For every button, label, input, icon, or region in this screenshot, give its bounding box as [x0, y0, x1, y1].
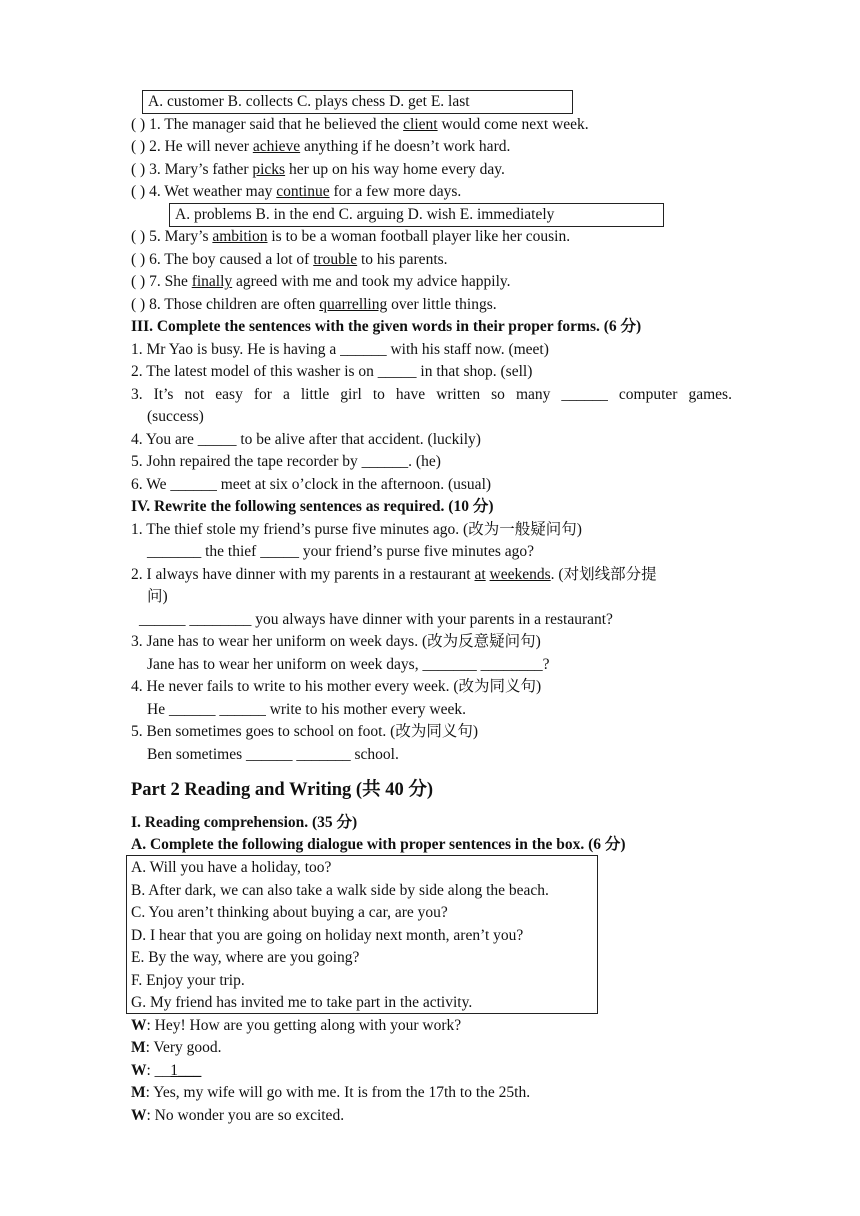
option-f: F. Enjoy your trip. [131, 972, 245, 989]
dialogue-line-5: W: No wonder you are so excited. [131, 1107, 345, 1124]
underlined-word: picks [252, 161, 286, 178]
dialogue-line-4: M: Yes, my wife will go with me. It is from the 17th to the 25th. [131, 1084, 531, 1101]
sec3-item-5: 5. John repaired the tape recorder by ______. (he) [131, 453, 441, 470]
sec4-item-1: 1. The thief stole my friend’s purse five minutes ago. (改为一般疑问句) [131, 521, 582, 538]
part-2-title: Part 2 Reading and Writing (共 40 分) [131, 780, 434, 800]
option-e: E. By the way, where are you going? [131, 949, 360, 966]
word-box-2-text: A. problems B. in the end C. arguing D. wish E. immediately [175, 206, 555, 223]
sec4-item-3: 3. Jane has to wear her uniform on week days. (改为反意疑问句) [131, 633, 541, 650]
word-box-1 [142, 90, 573, 114]
sec3-item-1: 1. Mr Yao is busy. He is having a ______ with his staff now. (meet) [131, 341, 549, 358]
word-box-1-text: A. customer B. collects C. plays chess D. get E. last [148, 93, 470, 110]
speaker: M [131, 1039, 146, 1056]
sec4-item-1-answer: _______ the thief _____ your friend’s purse five minutes ago? [147, 543, 534, 560]
underlined-word: at [474, 566, 486, 583]
option-g: G. My friend has invited me to take part in the activity. [131, 994, 473, 1011]
sec4-item-3-answer: Jane has to wear her uniform on week days, _______ ________? [147, 656, 550, 673]
option-d: D. I hear that you are going on holiday next month, aren’t you? [131, 927, 524, 944]
speaker: W [131, 1107, 147, 1124]
dialogue-line-1: W: Hey! How are you getting along with your work? [131, 1017, 462, 1034]
sec3-item-3-cont: (success) [147, 408, 204, 425]
question-6: ( ) 6. The boy caused a lot of trouble to his parents. [131, 251, 448, 268]
underlined-word: achieve [252, 138, 301, 155]
dialogue-line-3: W: __1___ [131, 1062, 202, 1079]
option-a: A. Will you have a holiday, too? [131, 859, 332, 876]
underlined-word: finally [191, 273, 233, 290]
underlined-word: ambition [212, 228, 268, 245]
underlined-word: trouble [313, 251, 358, 268]
sec4-item-2-cont: 问) [147, 588, 168, 605]
option-c: C. You aren’t thinking about buying a car, are you? [131, 904, 448, 921]
answer-blank: 1 [170, 1062, 178, 1079]
word-box-2 [169, 203, 664, 227]
reading-title: I. Reading comprehension. (35 分) [131, 814, 358, 831]
underlined-word: client [403, 116, 438, 133]
section-4-title: IV. Rewrite the following sentences as required. (10 分) [131, 498, 494, 515]
speaker: W [131, 1062, 147, 1079]
speaker: W [131, 1017, 147, 1034]
sec4-item-2: 2. I always have dinner with my parents in a restaurant at weekends. (对划线部分提 [131, 566, 657, 583]
sec4-item-5-answer: Ben sometimes ______ _______ school. [147, 746, 399, 763]
dialogue-line-2: M: Very good. [131, 1039, 222, 1056]
sec3-item-6: 6. We ______ meet at six o’clock in the afternoon. (usual) [131, 476, 492, 493]
sec4-item-2-answer: ______ ________ you always have dinner with your parents in a restaurant? [139, 611, 613, 628]
section-3-title: III. Complete the sentences with the given words in their proper forms. (6 分) [131, 318, 642, 335]
sec4-item-4-answer: He ______ ______ write to his mother every week. [147, 701, 466, 718]
sec3-item-3: 3. It’s not easy for a little girl to have written so many ______ computer games. [131, 386, 732, 403]
sec4-item-4: 4. He never fails to write to his mother every week. (改为同义句) [131, 678, 542, 695]
question-3: ( ) 3. Mary’s father picks her up on his way home every day. [131, 161, 505, 178]
question-2: ( ) 2. He will never achieve anything if he doesn’t work hard. [131, 138, 511, 155]
underlined-word: continue [276, 183, 330, 200]
sec4-item-5: 5. Ben sometimes goes to school on foot. (改为同义句) [131, 723, 478, 740]
question-8: ( ) 8. Those children are often quarrelling over little things. [131, 296, 497, 313]
underlined-word: weekends [489, 566, 551, 583]
reading-a-title: A. Complete the following dialogue with proper sentences in the box. (6 分) [131, 836, 626, 853]
sec3-item-4: 4. You are _____ to be alive after that accident. (luckily) [131, 431, 481, 448]
question-7: ( ) 7. She finally agreed with me and took my advice happily. [131, 273, 511, 290]
underlined-word: quarrelling [319, 296, 388, 313]
sec3-item-2: 2. The latest model of this washer is on _____ in that shop. (sell) [131, 363, 533, 380]
speaker: M [131, 1084, 146, 1101]
question-1: ( ) 1. The manager said that he believed the client would come next week. [131, 116, 589, 133]
option-b: B. After dark, we can also take a walk side by side along the beach. [131, 882, 549, 899]
question-5: ( ) 5. Mary’s ambition is to be a woman football player like her cousin. [131, 228, 571, 245]
question-4: ( ) 4. Wet weather may continue for a few more days. [131, 183, 462, 200]
